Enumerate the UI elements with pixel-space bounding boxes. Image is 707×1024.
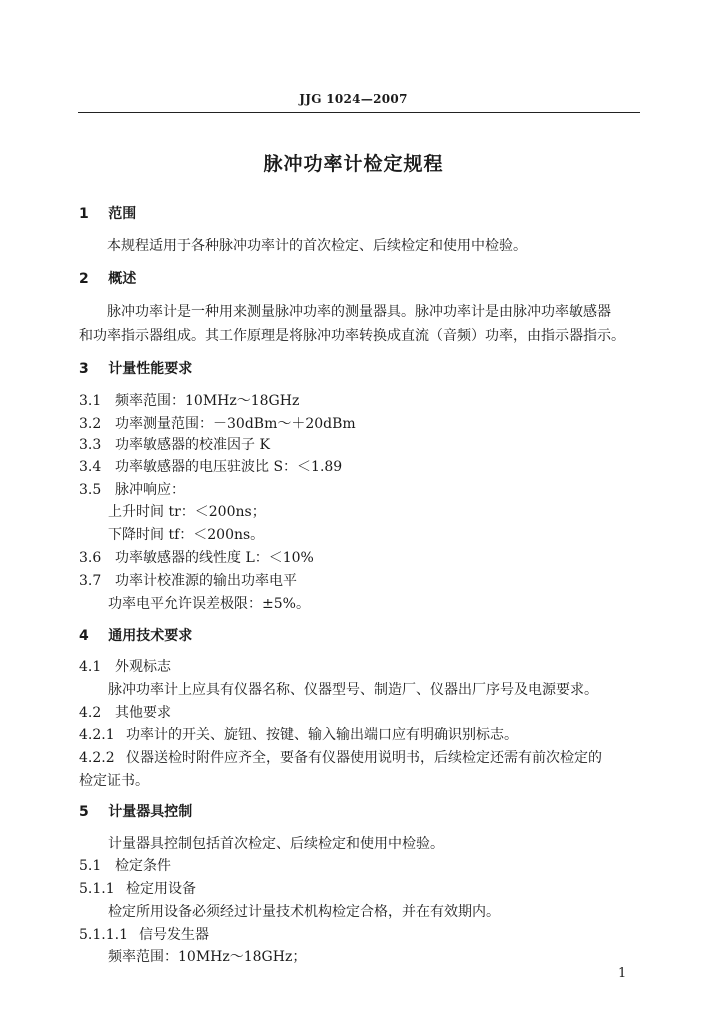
- clause-number: 5.1.1: [79, 881, 115, 897]
- section-number: 4: [79, 628, 89, 644]
- clause-number: 3.1: [79, 393, 102, 409]
- clause-3-3: [79, 436, 270, 454]
- section-2-heading: [79, 270, 136, 288]
- clause-number: 3.2: [79, 416, 102, 432]
- clause-3-7: [79, 572, 297, 590]
- clause-text: 功率计的开关、旋钮、按键、输入输出端口应有明确识别标志。: [126, 727, 518, 743]
- clause-4-2-2: [79, 749, 602, 767]
- section-2-body-line-2: 和功率指示器组成。其工作原理是将脉冲功率转换成直流（音频）功率，由指示器指示。: [79, 328, 625, 344]
- clause-5-1-1-1: [79, 926, 209, 944]
- clause-text: 检定用设备: [126, 881, 196, 897]
- clause-5-1-1-1-detail: 频率范围：10MHz～18GHz；: [108, 949, 307, 965]
- clause-text: 功率敏感器的校准因子 K: [115, 437, 270, 453]
- clause-number: 5.1.1.1: [79, 927, 128, 943]
- rise-time-line: 上升时间 tr：＜200ns；: [108, 504, 266, 520]
- clause-5-1-1-detail: 检定所用设备必须经过计量技术机构检定合格，并在有效期内。: [108, 904, 500, 920]
- clause-3-6: [79, 549, 314, 567]
- clause-5-1: [79, 857, 171, 875]
- section-4-heading: [79, 627, 192, 645]
- clause-number: 4.2.1: [79, 727, 115, 743]
- section-title: 概述: [108, 271, 137, 287]
- clause-number: 4.2: [79, 705, 102, 721]
- clause-number: 3.5: [79, 482, 102, 498]
- section-1-heading: [79, 205, 136, 223]
- clause-text: 信号发生器: [139, 927, 209, 943]
- section-2-body-line-1: 脉冲功率计是一种用来测量脉冲功率的测量器具。脉冲功率计是由脉冲功率敏感器: [107, 304, 611, 320]
- clause-number: 5.1: [79, 858, 102, 874]
- clause-text: 功率敏感器的线性度 L：＜10%: [115, 550, 314, 566]
- clause-number: 4.1: [79, 659, 102, 675]
- clause-4-2-1: [79, 726, 518, 744]
- section-number: 2: [79, 271, 89, 287]
- standard-code-header: JJG 1024—2007: [299, 92, 408, 106]
- section-1-body: 本规程适用于各种脉冲功率计的首次检定、后续检定和使用中检验。: [107, 238, 527, 254]
- clause-text: 功率计校准源的输出功率电平: [115, 573, 297, 589]
- clause-text: 仪器送检时附件应齐全，要备有仪器使用说明书，后续检定还需有前次检定的: [126, 750, 602, 766]
- clause-text: 功率敏感器的电压驻波比 S：＜1.89: [115, 459, 343, 475]
- clause-3-1: [79, 392, 299, 410]
- section-number: 3: [79, 361, 89, 377]
- clause-3-4: [79, 458, 342, 476]
- clause-5-1-1: [79, 880, 196, 898]
- clause-text: 频率范围：10MHz～18GHz: [115, 393, 300, 409]
- section-5-body: 计量器具控制包括首次检定、后续检定和使用中检验。: [108, 836, 444, 852]
- clause-4-1: [79, 658, 171, 676]
- clause-text: 其他要求: [115, 705, 171, 721]
- section-number: 5: [79, 804, 89, 820]
- section-title: 计量器具控制: [108, 804, 193, 820]
- clause-text: 外观标志: [115, 659, 171, 675]
- document-title: 脉冲功率计检定规程: [263, 153, 444, 175]
- header-rule: [78, 112, 640, 113]
- clause-number: 3.4: [79, 459, 102, 475]
- clause-number: 3.6: [79, 550, 102, 566]
- clause-3-2: [79, 415, 356, 433]
- section-title: 计量性能要求: [108, 361, 193, 377]
- section-number: 1: [79, 206, 89, 222]
- clause-number: 3.7: [79, 573, 102, 589]
- clause-4-2: [79, 704, 171, 722]
- clause-3-7-detail: 功率电平允许误差极限：±5%。: [108, 596, 310, 612]
- section-3-heading: [79, 360, 192, 378]
- clause-3-5: [79, 481, 185, 499]
- fall-time-line: 下降时间 tf：＜200ns。: [108, 527, 265, 543]
- clause-number: 4.2.2: [79, 750, 115, 766]
- section-title: 通用技术要求: [108, 628, 193, 644]
- section-title: 范围: [108, 206, 137, 222]
- clause-text: 检定条件: [115, 858, 171, 874]
- clause-4-1-detail: 脉冲功率计上应具有仪器名称、仪器型号、制造厂、仪器出厂序号及电源要求。: [108, 682, 598, 698]
- section-5-heading: [79, 803, 192, 821]
- page-number: 1: [618, 966, 627, 981]
- clause-4-2-2-continued: 检定证书。: [79, 773, 149, 789]
- clause-text: 脉冲响应：: [115, 482, 185, 498]
- clause-text: 功率测量范围：－30dBm～＋20dBm: [115, 416, 356, 432]
- clause-number: 3.3: [79, 437, 102, 453]
